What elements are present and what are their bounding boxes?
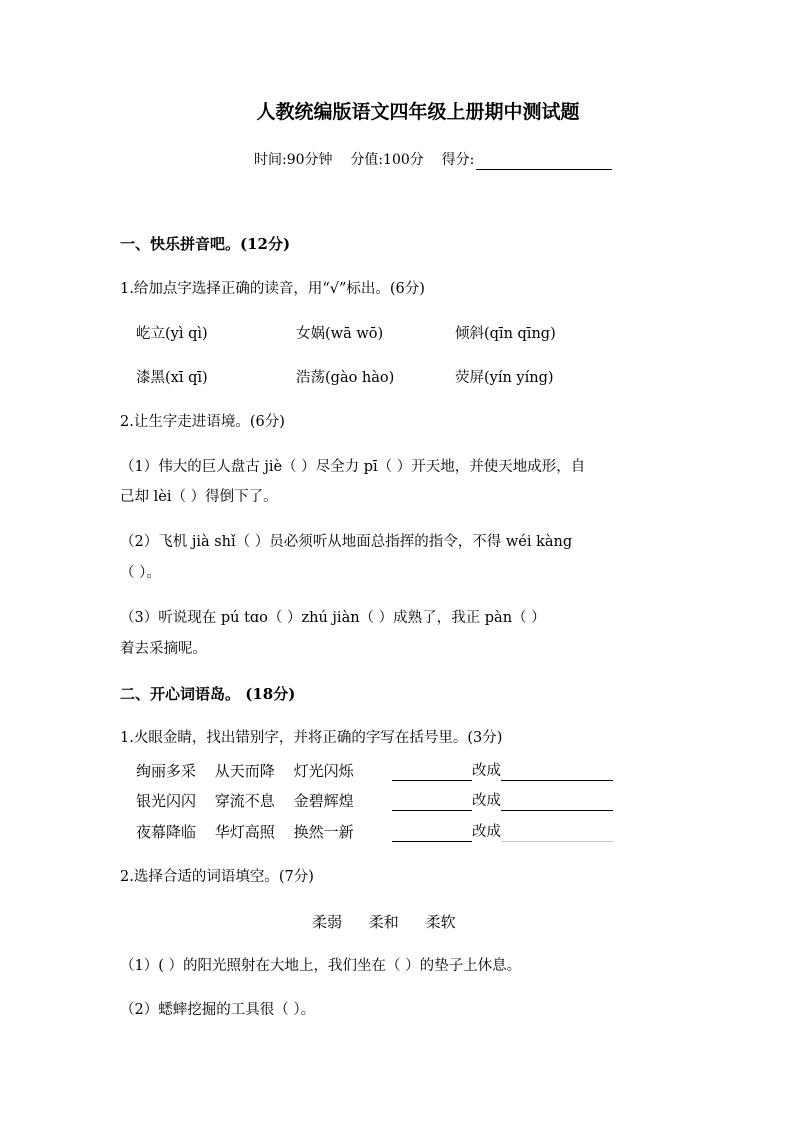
word-choices (312, 911, 478, 932)
choice-word: 柔弱 (312, 913, 343, 931)
pinyin-item[interactable]: 女娲(wā wō) (296, 326, 384, 342)
correct-char-blank[interactable] (501, 794, 613, 811)
exam-meta (254, 150, 612, 170)
section-heading-1: 一、快乐拼音吧。(12分) (120, 235, 291, 253)
correction-row (392, 761, 613, 781)
word-item: 穿流不息 (214, 792, 275, 810)
correction-row (392, 791, 613, 811)
sentence-3-line-2: 着去采摘呢。 (120, 641, 207, 657)
change-label: 改成 (472, 824, 501, 840)
page-title: 人教统编版语文四年级上册期中测试题 (256, 101, 580, 123)
pinyin-item[interactable]: 荧屏(yín yíng) (455, 370, 554, 386)
correct-char-blank[interactable] (501, 764, 613, 781)
question-1-2-prompt: 2.让生字走进语境。(6分) (120, 414, 285, 430)
word-row (136, 822, 368, 842)
score-label: 分值:100分 (350, 152, 424, 168)
choice-word: 柔和 (368, 913, 399, 931)
word-item: 华灯高照 (214, 823, 275, 841)
pinyin-item[interactable]: 浩荡(gào hào) (296, 370, 395, 386)
sentence-1-line-1: （1）伟大的巨人盘古 jiè（ ）尽全力 pī（ ）开天地，并使天地成形，自 (120, 459, 586, 475)
wrong-char-blank[interactable] (392, 794, 472, 811)
change-label: 改成 (472, 763, 501, 779)
question-2-1-prompt: 1.火眼金睛，找出错别字，并将正确的字写在括号里。(3分) (120, 730, 503, 746)
correct-char-blank[interactable] (501, 825, 613, 842)
grade-label: 得分: (441, 152, 475, 168)
question-1-1-prompt: 1.给加点字选择正确的读音，用“√”标出。(6分) (120, 281, 425, 297)
grade-blank[interactable] (476, 155, 612, 170)
wrong-char-blank[interactable] (392, 764, 472, 781)
word-row (136, 791, 368, 811)
word-item: 金碧辉煌 (293, 792, 354, 810)
wrong-char-blank[interactable] (392, 825, 472, 842)
change-label: 改成 (472, 793, 501, 809)
question-2-2-prompt: 2.选择合适的词语填空。(7分) (120, 869, 314, 885)
sentence-2-line-2: （ ）。 (120, 565, 161, 581)
word-row (136, 761, 368, 781)
sentence-2-line-1: （2）飞机 jià shǐ（ ）员必须听从地面总指挥的指令，不得 wéi kàng (120, 534, 573, 550)
pinyin-item[interactable]: 漆黑(xī qī) (136, 370, 208, 386)
word-item: 夜幕降临 (136, 823, 197, 841)
pinyin-item[interactable]: 屹立(yì qì) (136, 326, 208, 342)
word-item: 灯光闪烁 (293, 762, 354, 780)
choice-word: 柔软 (425, 913, 456, 931)
correction-row (392, 822, 613, 842)
sentence-3-line-1: （3）听说现在 pú tɑo（ ）zhú jiàn（ ）成熟了，我正 pàn（ ） (120, 610, 546, 626)
fill-sentence-2: （2）蟋蟀挖掘的工具很（ ）。 (120, 1002, 316, 1018)
pinyin-row-2 (0, 368, 794, 388)
word-item: 绚丽多采 (136, 762, 197, 780)
word-item: 换然一新 (293, 823, 354, 841)
fill-sentence-1: （1）( ）的阳光照射在大地上，我们坐在（ ）的垫子上休息。 (120, 958, 522, 974)
section-heading-2: 二、开心词语岛。 (18分) (120, 685, 296, 703)
word-item: 银光闪闪 (136, 792, 197, 810)
pinyin-item[interactable]: 倾斜(qīn qīng) (455, 326, 556, 342)
time-label: 时间:90分钟 (254, 152, 333, 168)
pinyin-row-1 (0, 324, 794, 344)
sentence-1-line-2: 己却 lèi（ ）得倒下了。 (120, 489, 278, 505)
word-item: 从天而降 (214, 762, 275, 780)
